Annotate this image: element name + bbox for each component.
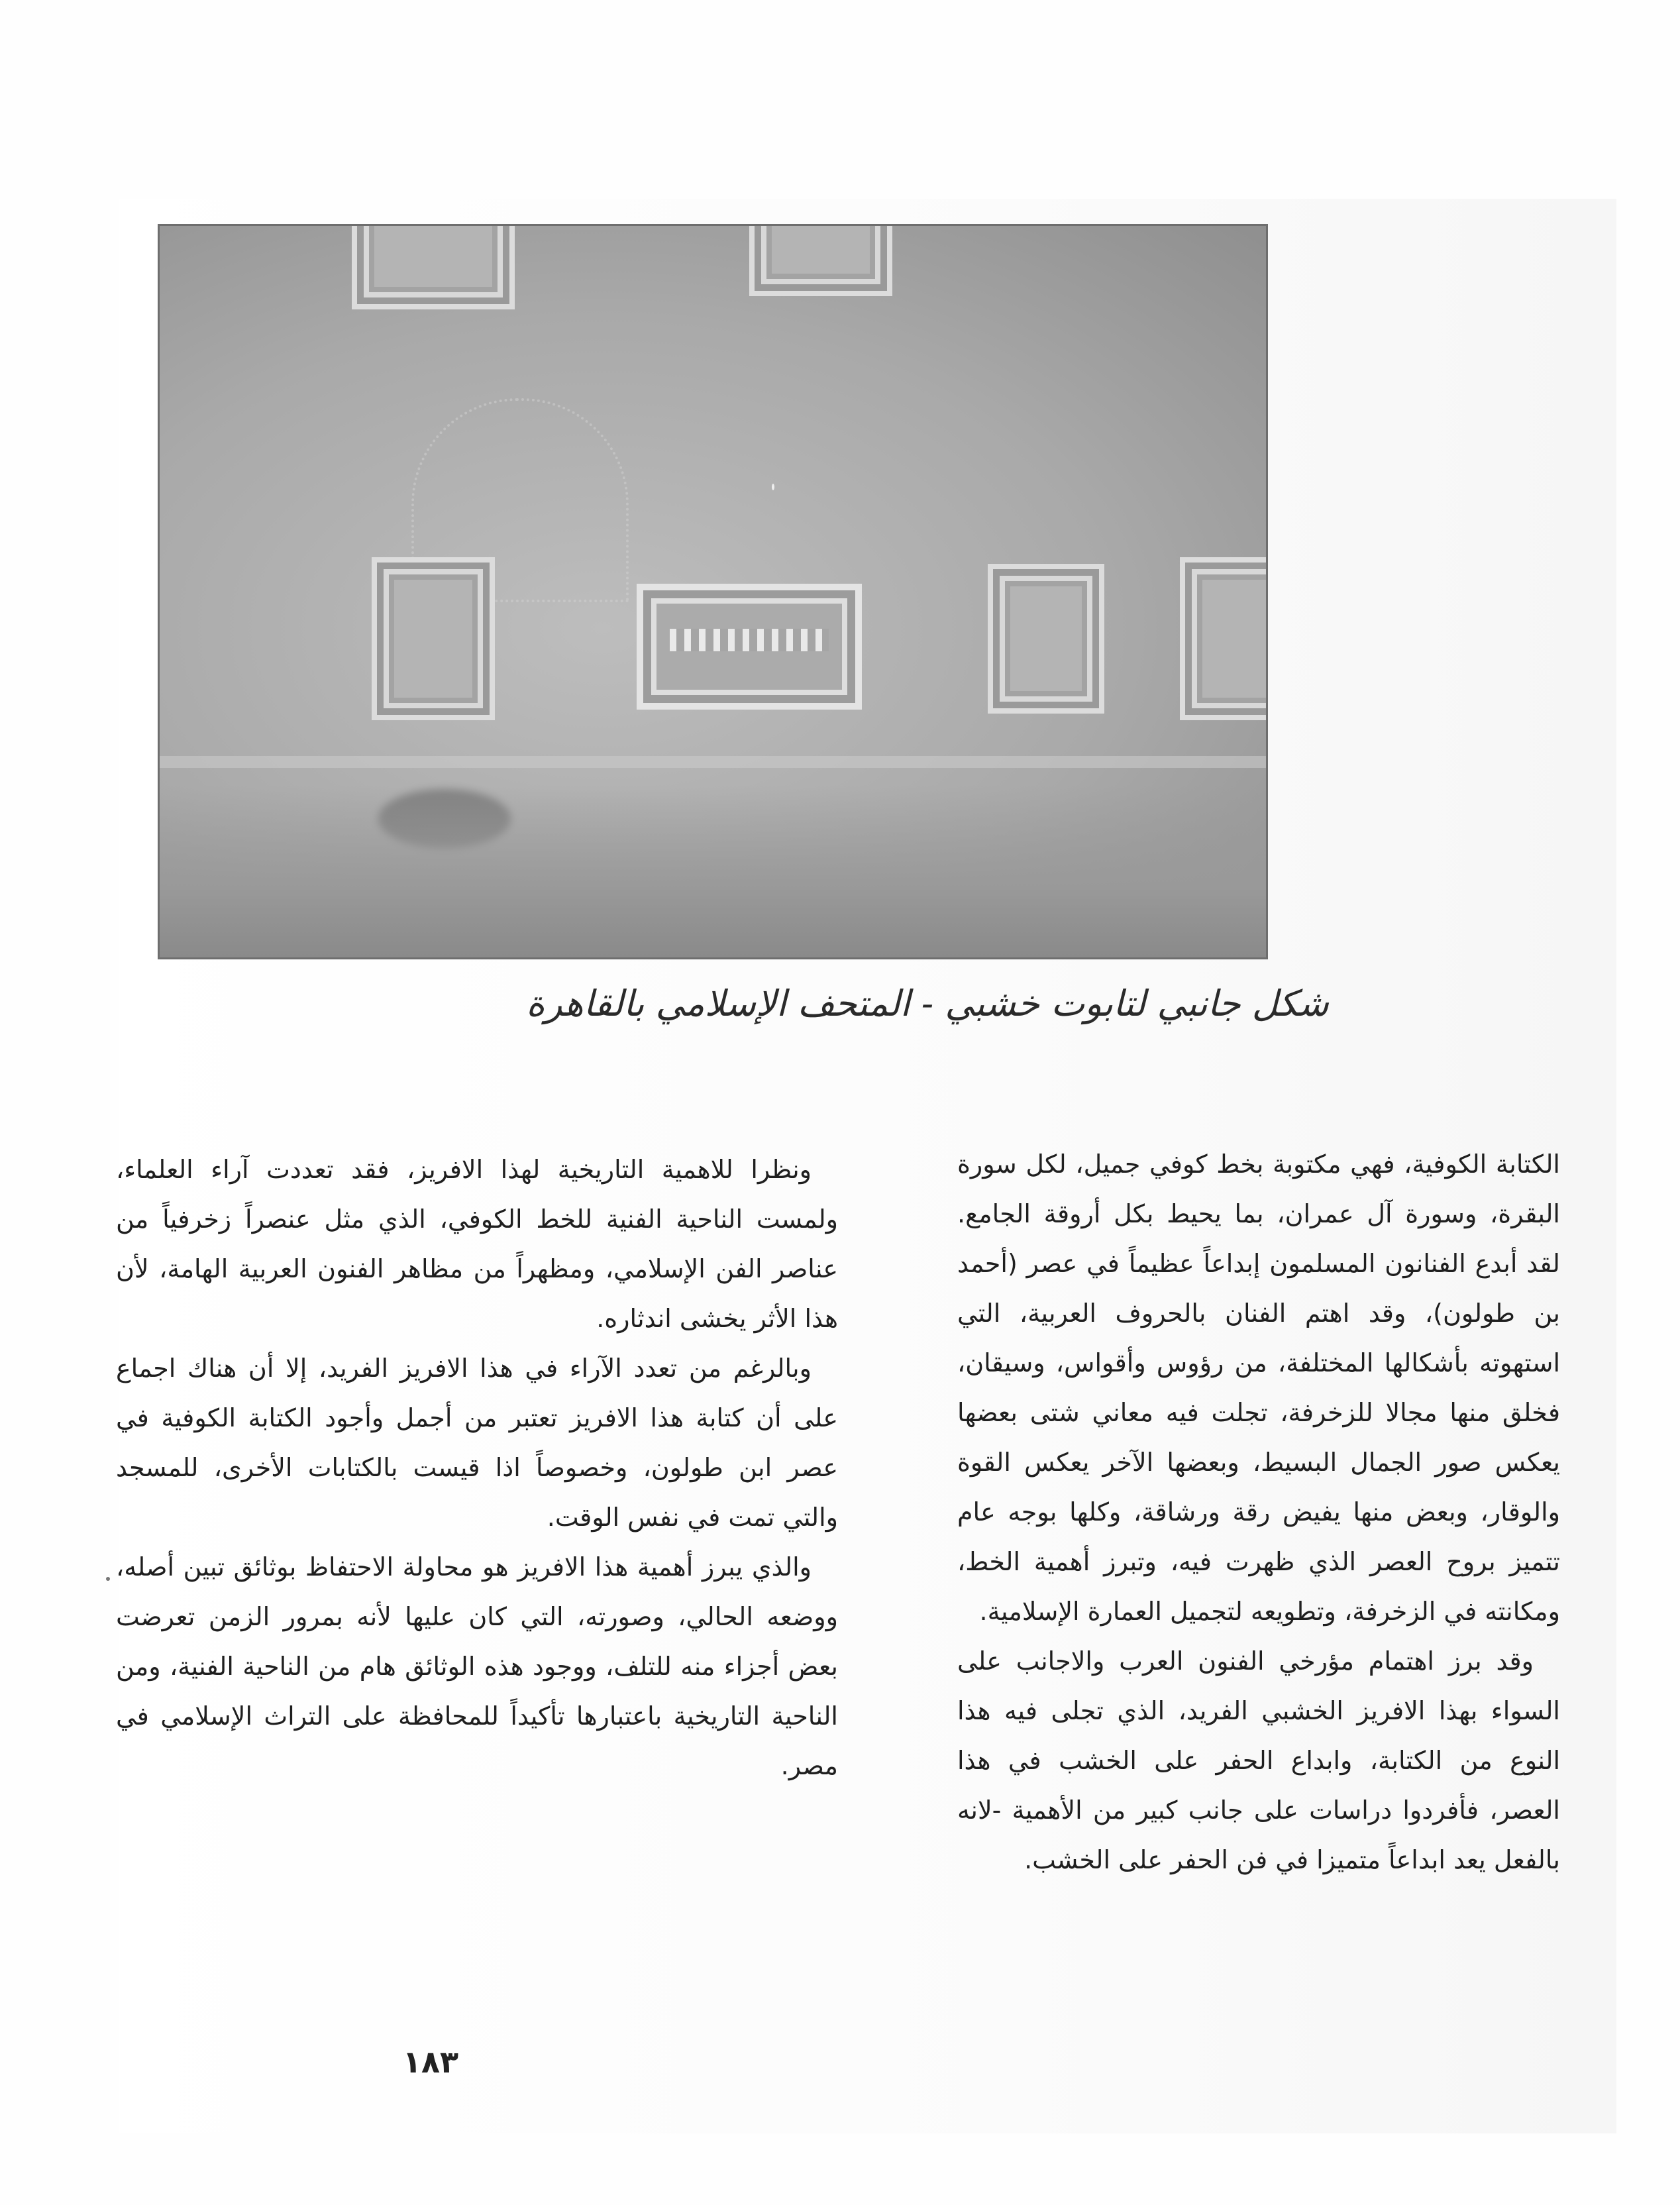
wooden-coffin-photo xyxy=(158,224,1268,959)
decorative-panel xyxy=(988,564,1104,714)
decorative-panel xyxy=(749,224,892,296)
figure-caption: شكل جانبي لتابوت خشبي - المتحف الإسلامي بالقاهرة xyxy=(526,983,1329,1024)
inscription-panel xyxy=(637,584,862,710)
page-number: ١٨٣ xyxy=(402,2044,459,2080)
left-text-column xyxy=(116,1145,838,1791)
paragraph: وبالرغم من تعدد الآراء في هذا الافريز الفريد، إلا أن هناك اجماع على أن كتابة هذا الافريز تعتبر من أجمل وأجود الكتابة الكوفية في عصر ابن طولون، وخصوصاً اذا قيست بالكتابات الأخرى، للمسجد والتي تمت في نفس الوقت. xyxy=(116,1354,838,1532)
right-text-column xyxy=(957,1140,1560,1885)
decorative-panel xyxy=(372,557,495,720)
paragraph: ونظرا للاهمية التاريخية لهذا الافريز، فقد تعددت آراء العلماء، ولمست الناحية الفنية للخط الكوفي، الذي مثل عنصراً زخرفياً من عناصر الفن الإسلامي، ومظهراً من مظاهر الفنون العربية الهامة، لأن هذا الأثر يخشى اندثاره. xyxy=(116,1155,838,1333)
photo-shadow xyxy=(160,785,1266,957)
paragraph: الكتابة الكوفية، فهي مكتوبة بخط كوفي جميل، لكل سورة البقرة، وسورة آل عمران، بما يحيط بكل أروقة الجامع. لقد أبدع الفنانون المسلمون إبداعاً عظيماً في عصر (أحمد بن طولون)، وقد اهتم الفنان بالحروف العربية، التي استهوته بأشكالها المختلفة، من رؤوس وأقواس، وسيقان، فخلق منها مجالا للزخرفة، تجلت فيه معاني شتى بعضها يعكس صور الجمال البسيط، وبعضها الآخر يعكس القوة والوقار، وبعض منها يفيض رقة ورشاقة، وكلها بوجه عام تتميز بروح العصر الذي ظهرت فيه، وتبرز أهمية الخط، ومكانته في الزخرفة، وتطويعه لتجميل العمارة الإسلامية. xyxy=(957,1150,1560,1626)
decorative-panel xyxy=(352,224,515,309)
decorative-panel xyxy=(1180,557,1268,720)
frieze-band xyxy=(160,756,1266,768)
scan-speck xyxy=(106,1577,110,1581)
paragraph: وقد برز اهتمام مؤرخي الفنون العرب والاجانب على السواء بهذا الافريز الخشبي الفريد، الذي تجلى فيه هذا النوع من الكتابة، وابداع الحفر على الخشب في هذا العصر، فأفردوا دراسات على جانب كبير من الأهمية -لانه بالفعل يعد ابداعاً متميزا في فن الحفر على الخشب. xyxy=(957,1646,1560,1874)
scan-speck xyxy=(772,484,774,490)
paragraph: والذي يبرز أهمية هذا الافريز هو محاولة الاحتفاظ بوثائق تبين أصله، ووضعه الحالي، وصورته، التي كان عليها لأنه بمرور الزمن تعرضت بعض أجزاء منه للتلف، ووجود هذه الوثائق هام من الناحية الفنية، ومن الناحية التاريخية باعتبارها تأكيداً للمحافظة على التراث الإسلامي في مصر. xyxy=(116,1552,838,1780)
